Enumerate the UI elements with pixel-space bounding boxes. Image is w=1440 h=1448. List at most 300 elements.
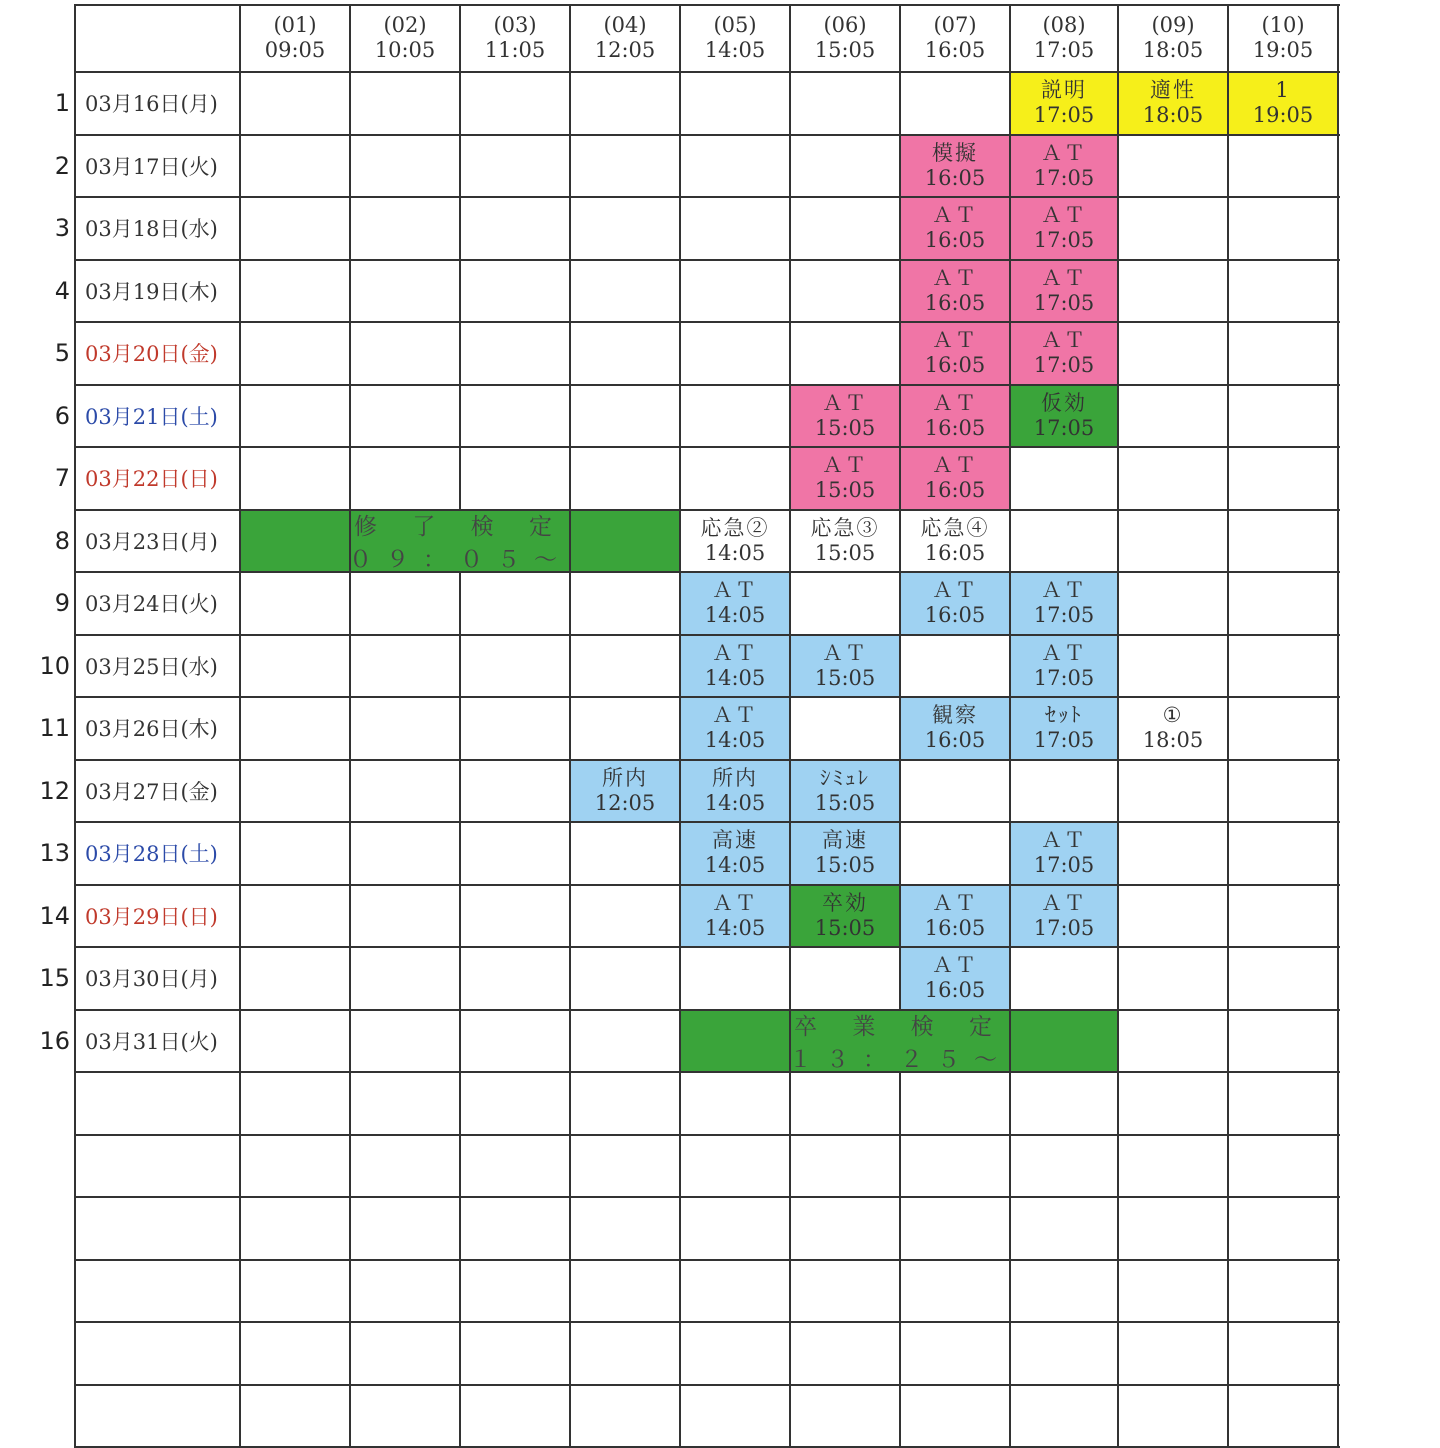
grid-line: [1337, 885, 1339, 949]
period-header: [680, 4, 790, 72]
grid-line: [1337, 572, 1339, 636]
grid-line: [1009, 1197, 1011, 1261]
grid-line: [74, 572, 76, 636]
grid-line: [239, 1385, 241, 1448]
event-label: ＡＴ: [932, 266, 978, 291]
grid-line: [1337, 1385, 1339, 1448]
grid-line: [349, 822, 351, 886]
grid-line: [1117, 385, 1119, 449]
schedule-event: [790, 510, 900, 573]
grid-line: [899, 1322, 901, 1386]
grid-line: [569, 4, 571, 72]
grid-line: [1227, 697, 1229, 761]
event-label: ＡＴ: [712, 891, 758, 916]
grid-line: [679, 447, 681, 511]
grid-line: [899, 697, 901, 761]
event-label: ＡＴ: [1041, 266, 1087, 291]
schedule-event: [680, 1010, 790, 1073]
grid-line: [789, 635, 791, 699]
grid-line: [899, 385, 901, 449]
period-number: (02): [383, 13, 426, 38]
event-time: 17:05: [1034, 291, 1095, 316]
grid-line: [459, 1260, 461, 1324]
grid-line: [1227, 822, 1229, 886]
schedule-event: [900, 197, 1010, 260]
grid-line: [789, 322, 791, 386]
grid-line: [349, 697, 351, 761]
grid-line: [899, 1197, 901, 1261]
grid-line: [239, 1010, 241, 1074]
event-time: 16:05: [925, 228, 986, 253]
exam-title: 修 了 検 定: [354, 508, 566, 541]
event-time: 17:05: [1034, 603, 1095, 628]
grid-line: [459, 697, 461, 761]
grid-line: [679, 385, 681, 449]
grid-line: [1337, 385, 1339, 449]
grid-line: [75, 1071, 1340, 1073]
grid-line: [349, 260, 351, 324]
grid-line: [1227, 135, 1229, 199]
grid-line: [1227, 322, 1229, 386]
grid-line: [1117, 260, 1119, 324]
grid-line: [75, 196, 1340, 198]
grid-line: [1117, 697, 1119, 761]
event-label: ｾｯﾄ: [1045, 703, 1083, 728]
grid-line: [74, 1135, 76, 1199]
event-time: 17:05: [1034, 916, 1095, 941]
grid-line: [74, 1010, 76, 1074]
grid-line: [789, 72, 791, 136]
grid-line: [1117, 135, 1119, 199]
grid-line: [569, 1010, 571, 1074]
period-time: 09:05: [265, 38, 326, 63]
grid-line: [1227, 1197, 1229, 1261]
period-time: 19:05: [1253, 38, 1314, 63]
grid-line: [899, 760, 901, 824]
grid-line: [789, 572, 791, 636]
grid-line: [1227, 260, 1229, 324]
grid-line: [75, 1134, 1340, 1136]
grid-line: [1009, 760, 1011, 824]
grid-line: [1337, 1135, 1339, 1199]
grid-line: [569, 447, 571, 511]
grid-line: [349, 635, 351, 699]
event-label: ＡＴ: [822, 641, 868, 666]
schedule-event: [680, 635, 790, 698]
period-header: [240, 4, 350, 72]
grid-line: [1117, 1260, 1119, 1324]
event-label: ＡＴ: [932, 203, 978, 228]
grid-line: [1117, 635, 1119, 699]
period-time: 11:05: [485, 38, 546, 63]
grid-line: [789, 1135, 791, 1199]
schedule-event: [240, 510, 350, 573]
grid-line: [1227, 72, 1229, 136]
row-number: 10: [0, 635, 70, 698]
period-number: (05): [713, 13, 756, 38]
grid-line: [239, 260, 241, 324]
grid-line: [569, 135, 571, 199]
grid-line: [569, 260, 571, 324]
grid-line: [459, 322, 461, 386]
grid-line: [75, 509, 1340, 511]
grid-line: [74, 447, 76, 511]
row-number: 13: [0, 822, 70, 885]
grid-line: [789, 4, 791, 72]
event-label: ＡＴ: [932, 891, 978, 916]
event-label: ｼﾐｭﾚ: [820, 766, 870, 791]
schedule-event: [680, 760, 790, 823]
grid-line: [239, 385, 241, 449]
period-header: [460, 4, 570, 72]
grid-line: [789, 385, 791, 449]
grid-line: [239, 510, 241, 574]
period-header: [1010, 4, 1118, 72]
grid-line: [899, 1260, 901, 1324]
grid-line: [1227, 385, 1229, 449]
grid-line: [239, 4, 241, 72]
row-date: 03月17日(火): [75, 135, 240, 198]
grid-line: [459, 197, 461, 261]
event-time: 14:05: [705, 916, 766, 941]
grid-line: [569, 1260, 571, 1324]
event-time: 17:05: [1034, 853, 1095, 878]
schedule-event: [790, 447, 900, 510]
schedule-event: [790, 385, 900, 448]
grid-line: [1117, 885, 1119, 949]
grid-line: [74, 385, 76, 449]
grid-line: [75, 1259, 1340, 1261]
grid-line: [1227, 1385, 1229, 1448]
schedule-event: [680, 510, 790, 573]
grid-line: [679, 1135, 681, 1199]
grid-line: [459, 760, 461, 824]
grid-line: [1117, 197, 1119, 261]
event-label: 高速: [712, 828, 758, 853]
schedule-event: [1010, 197, 1118, 260]
event-label: 適性: [1150, 78, 1196, 103]
grid-line: [239, 1072, 241, 1136]
grid-line: [74, 4, 76, 72]
schedule-event: [1010, 135, 1118, 198]
event-time: 14:05: [705, 791, 766, 816]
grid-line: [239, 135, 241, 199]
grid-line: [789, 1072, 791, 1136]
grid-line: [75, 134, 1340, 136]
grid-line: [899, 260, 901, 324]
grid-line: [459, 4, 461, 72]
grid-line: [1227, 1135, 1229, 1199]
grid-line: [1009, 1322, 1011, 1386]
grid-line: [74, 135, 76, 199]
event-label: 観察: [932, 703, 978, 728]
event-time: 16:05: [925, 603, 986, 628]
grid-line: [75, 259, 1340, 261]
grid-line: [74, 510, 76, 574]
event-label: 応急④: [921, 516, 990, 541]
grid-line: [679, 572, 681, 636]
grid-line: [1227, 572, 1229, 636]
row-date: 03月23日(月): [75, 510, 240, 573]
row-date: 03月25日(水): [75, 635, 240, 698]
grid-line: [1117, 760, 1119, 824]
grid-line: [1117, 1322, 1119, 1386]
grid-line: [1009, 510, 1011, 574]
grid-line: [1337, 135, 1339, 199]
grid-line: [75, 759, 1340, 761]
grid-line: [679, 135, 681, 199]
row-date: 03月27日(金): [75, 760, 240, 823]
row-date: 03月19日(木): [75, 260, 240, 323]
event-time: 15:05: [815, 416, 876, 441]
grid-line: [459, 1010, 461, 1074]
grid-line: [899, 197, 901, 261]
event-time: 16:05: [925, 166, 986, 191]
grid-line: [899, 4, 901, 72]
grid-line: [679, 697, 681, 761]
grid-line: [1337, 322, 1339, 386]
grid-line: [349, 1197, 351, 1261]
grid-line: [1337, 1072, 1339, 1136]
grid-line: [1337, 1322, 1339, 1386]
row-number: 12: [0, 760, 70, 823]
grid-line: [349, 572, 351, 636]
schedule-event: [1010, 260, 1118, 323]
grid-line: [459, 72, 461, 136]
grid-line: [75, 884, 1340, 886]
grid-line: [1009, 572, 1011, 636]
grid-line: [789, 510, 791, 574]
grid-line: [459, 822, 461, 886]
grid-line: [459, 385, 461, 449]
grid-line: [239, 1260, 241, 1324]
grid-line: [1337, 947, 1339, 1011]
row-number: 14: [0, 885, 70, 948]
grid-line: [459, 947, 461, 1011]
event-label: ＡＴ: [1041, 578, 1087, 603]
grid-line: [349, 385, 351, 449]
period-time: 17:05: [1034, 38, 1095, 63]
grid-line: [239, 72, 241, 136]
row-number: 4: [0, 260, 70, 323]
event-label: 所内: [712, 766, 758, 791]
event-time: 15:05: [815, 666, 876, 691]
grid-line: [1117, 572, 1119, 636]
event-label: ＡＴ: [932, 391, 978, 416]
schedule-event: [900, 385, 1010, 448]
event-time: 14:05: [705, 603, 766, 628]
grid-line: [74, 322, 76, 386]
grid-line: [1009, 1072, 1011, 1136]
row-date: 03月29日(日): [75, 885, 240, 948]
schedule-event: [680, 822, 790, 885]
grid-line: [569, 572, 571, 636]
grid-line: [74, 947, 76, 1011]
event-time: 15:05: [815, 916, 876, 941]
grid-line: [569, 1135, 571, 1199]
grid-line: [789, 1322, 791, 1386]
grid-line: [1009, 947, 1011, 1011]
grid-line: [74, 1385, 76, 1448]
grid-line: [1117, 72, 1119, 136]
grid-line: [1227, 510, 1229, 574]
grid-line: [679, 760, 681, 824]
event-time: 18:05: [1143, 103, 1204, 128]
grid-line: [74, 1260, 76, 1324]
event-label: 高速: [822, 828, 868, 853]
grid-line: [899, 885, 901, 949]
grid-line: [1337, 697, 1339, 761]
grid-line: [74, 697, 76, 761]
grid-line: [569, 1322, 571, 1386]
grid-line: [239, 322, 241, 386]
row-date: 03月30日(月): [75, 947, 240, 1010]
grid-line: [899, 322, 901, 386]
grid-line: [239, 1197, 241, 1261]
schedule-event: [1010, 322, 1118, 385]
schedule-event: [1010, 635, 1118, 698]
schedule-event: [900, 135, 1010, 198]
event-time: 17:05: [1034, 728, 1095, 753]
event-time: 17:05: [1034, 353, 1095, 378]
event-label: ＡＴ: [712, 578, 758, 603]
event-label: 応急②: [701, 516, 770, 541]
event-label: ＡＴ: [932, 328, 978, 353]
grid-line: [679, 1322, 681, 1386]
grid-line: [349, 197, 351, 261]
grid-line: [75, 946, 1340, 948]
schedule-event: [900, 572, 1010, 635]
schedule-event: [900, 885, 1010, 948]
grid-line: [789, 822, 791, 886]
row-number: 15: [0, 947, 70, 1010]
grid-line: [74, 822, 76, 886]
event-label: 模擬: [932, 141, 978, 166]
event-time: 18:05: [1143, 728, 1204, 753]
grid-line: [679, 4, 681, 72]
grid-line: [1337, 1197, 1339, 1261]
event-time: 14:05: [705, 853, 766, 878]
grid-line: [899, 947, 901, 1011]
event-label: ＡＴ: [932, 578, 978, 603]
grid-line: [75, 696, 1340, 698]
grid-line: [1009, 635, 1011, 699]
event-label: 1: [1275, 78, 1290, 103]
grid-line: [349, 447, 351, 511]
event-label: ＡＴ: [1041, 203, 1087, 228]
row-date: 03月28日(土): [75, 822, 240, 885]
exam-time: ０９：０５～: [349, 541, 571, 574]
row-date: 03月26日(木): [75, 697, 240, 760]
grid-line: [239, 822, 241, 886]
schedule-event: [570, 760, 680, 823]
grid-line: [1009, 447, 1011, 511]
grid-line: [459, 447, 461, 511]
grid-line: [899, 447, 901, 511]
grid-line: [1009, 1135, 1011, 1199]
schedule-event: [900, 947, 1010, 1010]
grid-line: [899, 635, 901, 699]
event-label: ＡＴ: [1041, 328, 1087, 353]
grid-line: [679, 510, 681, 574]
event-time: 16:05: [925, 978, 986, 1003]
grid-line: [1337, 822, 1339, 886]
grid-line: [789, 1385, 791, 1448]
grid-line: [1227, 947, 1229, 1011]
event-label: 仮効: [1041, 391, 1087, 416]
period-number: (01): [273, 13, 316, 38]
row-number: 8: [0, 510, 70, 573]
schedule-event: [790, 885, 900, 948]
row-number: 2: [0, 135, 70, 198]
grid-line: [239, 947, 241, 1011]
exam-band: [350, 510, 570, 573]
row-number: 16: [0, 1010, 70, 1073]
grid-line: [1227, 1072, 1229, 1136]
schedule-event: [680, 885, 790, 948]
event-label: ＡＴ: [1041, 891, 1087, 916]
grid-line: [239, 1135, 241, 1199]
grid-line: [459, 1322, 461, 1386]
grid-line: [75, 71, 1340, 73]
grid-line: [679, 260, 681, 324]
grid-line: [679, 635, 681, 699]
row-date: 03月20日(金): [75, 322, 240, 385]
event-label: ＡＴ: [1041, 641, 1087, 666]
grid-line: [899, 1385, 901, 1448]
grid-line: [1117, 510, 1119, 574]
grid-line: [459, 635, 461, 699]
grid-line: [1337, 72, 1339, 136]
event-time: 15:05: [815, 478, 876, 503]
row-date: 03月21日(土): [75, 385, 240, 448]
grid-line: [679, 1197, 681, 1261]
grid-line: [789, 260, 791, 324]
grid-line: [1337, 760, 1339, 824]
grid-line: [75, 384, 1340, 386]
grid-line: [1117, 947, 1119, 1011]
grid-line: [1227, 885, 1229, 949]
event-time: 14:05: [705, 728, 766, 753]
grid-line: [1117, 1010, 1119, 1074]
grid-line: [679, 822, 681, 886]
grid-line: [1009, 385, 1011, 449]
schedule-event: [900, 447, 1010, 510]
grid-line: [899, 1072, 901, 1136]
event-time: 16:05: [925, 728, 986, 753]
grid-line: [1117, 1072, 1119, 1136]
event-time: 17:05: [1034, 228, 1095, 253]
grid-line: [349, 322, 351, 386]
grid-line: [789, 1260, 791, 1324]
schedule-event: [900, 322, 1010, 385]
grid-line: [899, 572, 901, 636]
grid-line: [459, 135, 461, 199]
schedule-event: [570, 510, 680, 573]
row-number: 3: [0, 197, 70, 260]
schedule-event: [790, 760, 900, 823]
exam-title: 卒 業 検 定: [794, 1008, 1006, 1041]
grid-line: [679, 947, 681, 1011]
grid-line: [459, 1072, 461, 1136]
grid-line: [569, 1197, 571, 1261]
grid-line: [459, 1135, 461, 1199]
grid-line: [679, 322, 681, 386]
grid-line: [349, 135, 351, 199]
schedule-event: [1010, 1010, 1118, 1073]
grid-line: [1227, 635, 1229, 699]
event-time: 15:05: [815, 791, 876, 816]
